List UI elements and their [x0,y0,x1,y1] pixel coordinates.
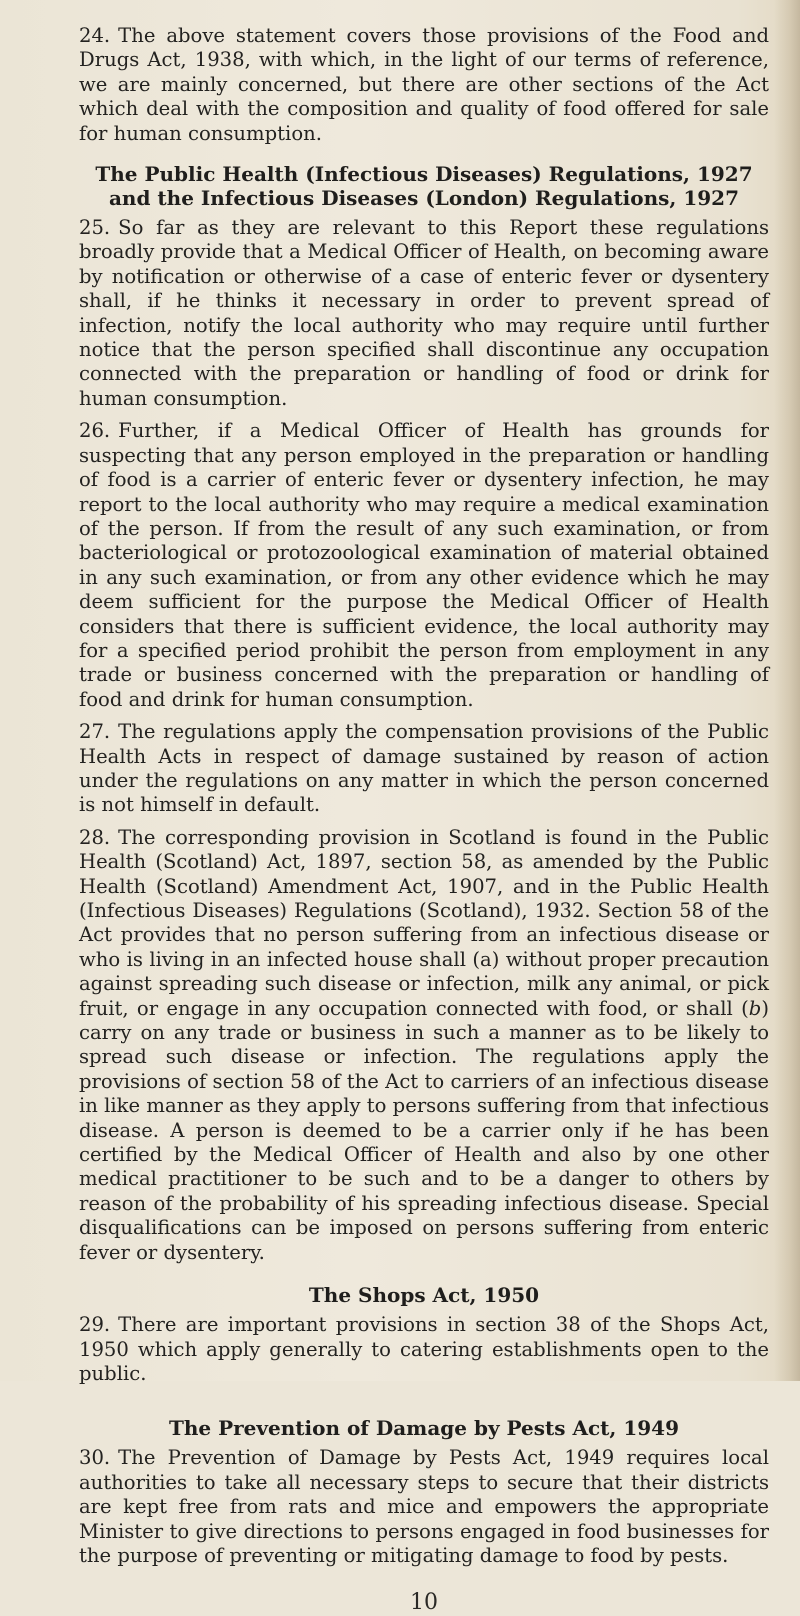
paragraph-text: Further, if a Medical Officer of Health has grounds for suspecting that any person employed in the preparation or handling of food is a carrier of enteric fever or dysentery infection, he may report to the local authority who may require a medical examination of the person. If from the result of any such examination, or from bacteriological or protozoological examination of material obtained in any such examination, or from any other evidence which he may deem sufficient for the purpose the Medical Officer of Health considers that there is sufficient evidence, the local authority may for a specified period prohibit the person from employment in any trade or business concerned with the preparation or handling of food and drink for human consumption. [79,419,769,711]
paragraph-25 [79,216,769,411]
section-heading-pests-act: The Prevention of Damage by Pests Act, 1949 [168,1416,680,1441]
page-content [79,24,769,1616]
section-heading-public-health-regulations: The Public Health (Infectious Diseases) Regulations, 1927 and the Infectious Diseases (London) Regulations, 1927 [95,162,753,211]
paragraph-number: 25. [79,216,111,240]
paragraph-number: 28. [79,825,111,849]
paragraph-28 [79,826,769,1265]
paragraph-26 [79,419,769,712]
paragraph-italic-letter: b [748,996,762,1020]
paragraph-text-part-1: The corresponding provision in Scotland is found in the Public Health (Scotland) Act, 1897, section 58, as amended by the Public Health (Scotland) Amendment Act, 1907, and in the Public Health (Infectious Diseases) Regulations (Scotland), 1932. Section 58 of the Act provides that no person suffering from an infectious disease or who is living in an infected house shall (a) without proper precaution against spreading such disease or infection, milk any animal, or pick fruit, or engage in any occupation connected with food, or shall ( [79,825,769,1020]
paragraph-number: 29. [79,1313,111,1337]
paragraph-text: So far as they are relevant to this Report these regulations broadly provide that a Medical Officer of Health, on becoming aware by notification or otherwise of a case of enteric fever or dysentery shall, if he thinks it necessary in order to prevent spread of infection, notify the local authority who may require until further notice that the person specified shall discontinue any occupation connected with the preparation or handling of food or drink for human consumption. [79,216,769,410]
paragraph-text: The regulations apply the compensation provisions of the Public Health Acts in respect of damage sustained by reason of action under the regulations on any matter in which the person concerned is not himself in default. [79,720,769,817]
paragraph-24 [79,24,769,146]
paragraph-text: The Prevention of Damage by Pests Act, 1949 requires local authorities to take all necessary steps to secure that their districts are kept free from rats and mice and empowers the appropriate Minister to give directions to persons engaged in food businesses for the purpose of preventing or mitigating damage to food by pests. [79,1446,769,1567]
paragraph-number: 26. [79,419,111,443]
paragraph-29 [79,1313,769,1386]
page-edge-shadow [774,0,800,1381]
paragraph-text: There are important provisions in section 38 of the Shops Act, 1950 which apply generally to catering establishments open to the public. [79,1313,769,1385]
paragraph-text-part-2: ) carry on any trade or business in such a manner as to be likely to spread such disease or infection. The regulations apply the provisions of section 58 of the Act to carriers of an infectious disease in like manner as they apply to persons suffering from that infectious disease. A person is deemed to be a carrier only if he has been certified by the Medical Officer of Health and also by one other medical practitioner to be such and to be a danger to others by reason of the probability of his spreading infectious disease. Special disqualifications can be imposed on persons suffering from enteric fever or dysentery. [79,996,769,1264]
paragraph-number: 24. [79,24,111,47]
section-heading-shops-act: The Shops Act, 1950 [308,1283,540,1308]
page-number: 10 [410,1590,438,1616]
paragraph-text: The above statement covers those provisions of the Food and Drugs Act, 1938, with which, in the light of our terms of reference, we are mainly concerned, but there are other sections of the Act which deal with the composition and quality of food offered for sale for human consumption. [79,24,769,145]
paragraph-number: 27. [79,720,111,744]
paragraph-number: 30. [79,1446,111,1470]
paragraph-30 [79,1446,769,1568]
paragraph-27 [79,720,769,818]
